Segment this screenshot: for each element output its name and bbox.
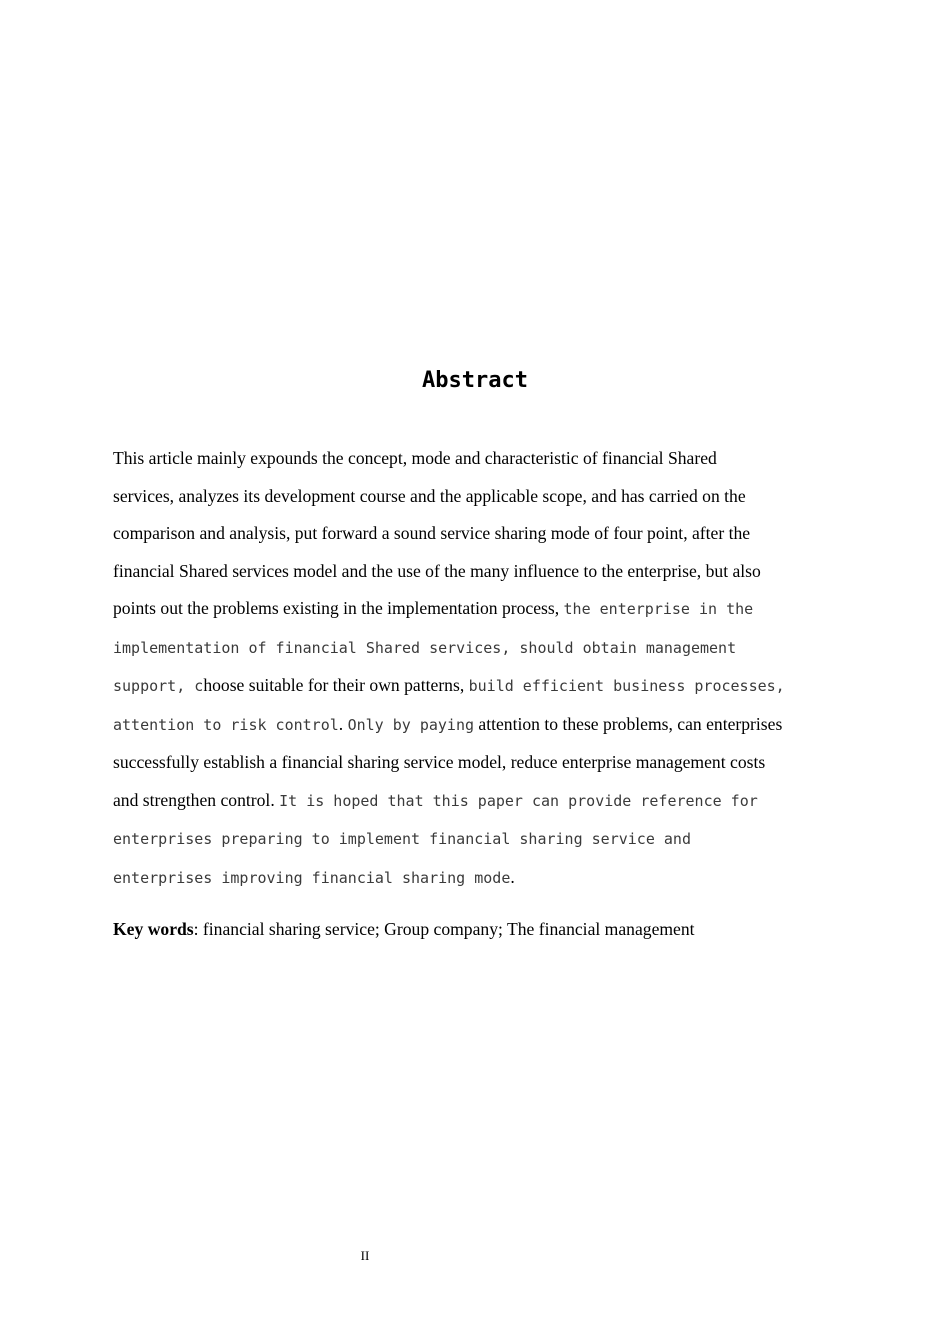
abstract-text-segment: . [510, 866, 515, 887]
abstract-line [113, 629, 839, 668]
abstract-line [113, 667, 839, 706]
abstract-text-segment: and strengthen control. [113, 789, 280, 810]
abstract-text-segment: services, analyzes its development course and the applicable scope, and has carried on the [113, 485, 746, 506]
abstract-mono-segment: support, c [113, 677, 204, 695]
abstract-text-segment: points out the problems existing in the implementation process, [113, 598, 564, 618]
abstract-line [113, 553, 839, 591]
abstract-text-segment: financial Shared services model and the use of the many influence to the enterprise, but also [113, 560, 761, 581]
abstract-text-segment: . [338, 713, 348, 734]
keywords-text: : financial sharing service; Group company; The financial management [193, 919, 695, 939]
abstract-text-segment: successfully establish a financial sharing service model, reduce enterprise management costs [113, 752, 766, 772]
abstract-body [113, 440, 839, 897]
abstract-mono-segment: the enterprise in the [563, 600, 754, 618]
abstract-text-segment: hoose suitable for their own patterns, [203, 675, 469, 695]
abstract-line [113, 706, 839, 745]
abstract-line [113, 478, 839, 516]
abstract-line [113, 744, 839, 782]
keywords-label: Key words [113, 919, 194, 939]
abstract-mono-segment: attention to risk control [113, 715, 339, 734]
abstract-text-segment: This article mainly expounds the concept, mode and characteristic of financial Shared [113, 448, 717, 468]
abstract-line [113, 782, 839, 821]
abstract-text-segment: attention to these problems, can enterprises [474, 713, 783, 734]
abstract-mono-segment: Only by paying [347, 715, 475, 734]
abstract-title: Abstract [422, 368, 528, 393]
abstract-line [113, 820, 839, 859]
abstract-line [113, 859, 839, 898]
abstract-mono-segment: enterprises preparing to implement financial sharing service and [113, 830, 691, 848]
abstract-line [113, 440, 839, 478]
abstract-mono-segment: implementation of financial Shared services, should obtain management [113, 638, 737, 657]
abstract-line [113, 515, 839, 553]
abstract-mono-segment: enterprises improving financial sharing mode [113, 868, 511, 887]
keywords-line [113, 914, 839, 944]
abstract-mono-segment: build efficient business processes, [468, 677, 785, 695]
abstract-text-segment: comparison and analysis, put forward a sound service sharing mode of four point, after the [113, 523, 751, 543]
abstract-line [113, 590, 839, 629]
page-number: II [360, 1248, 370, 1263]
abstract-mono-segment: It is hoped that this paper can provide reference for [279, 791, 758, 810]
